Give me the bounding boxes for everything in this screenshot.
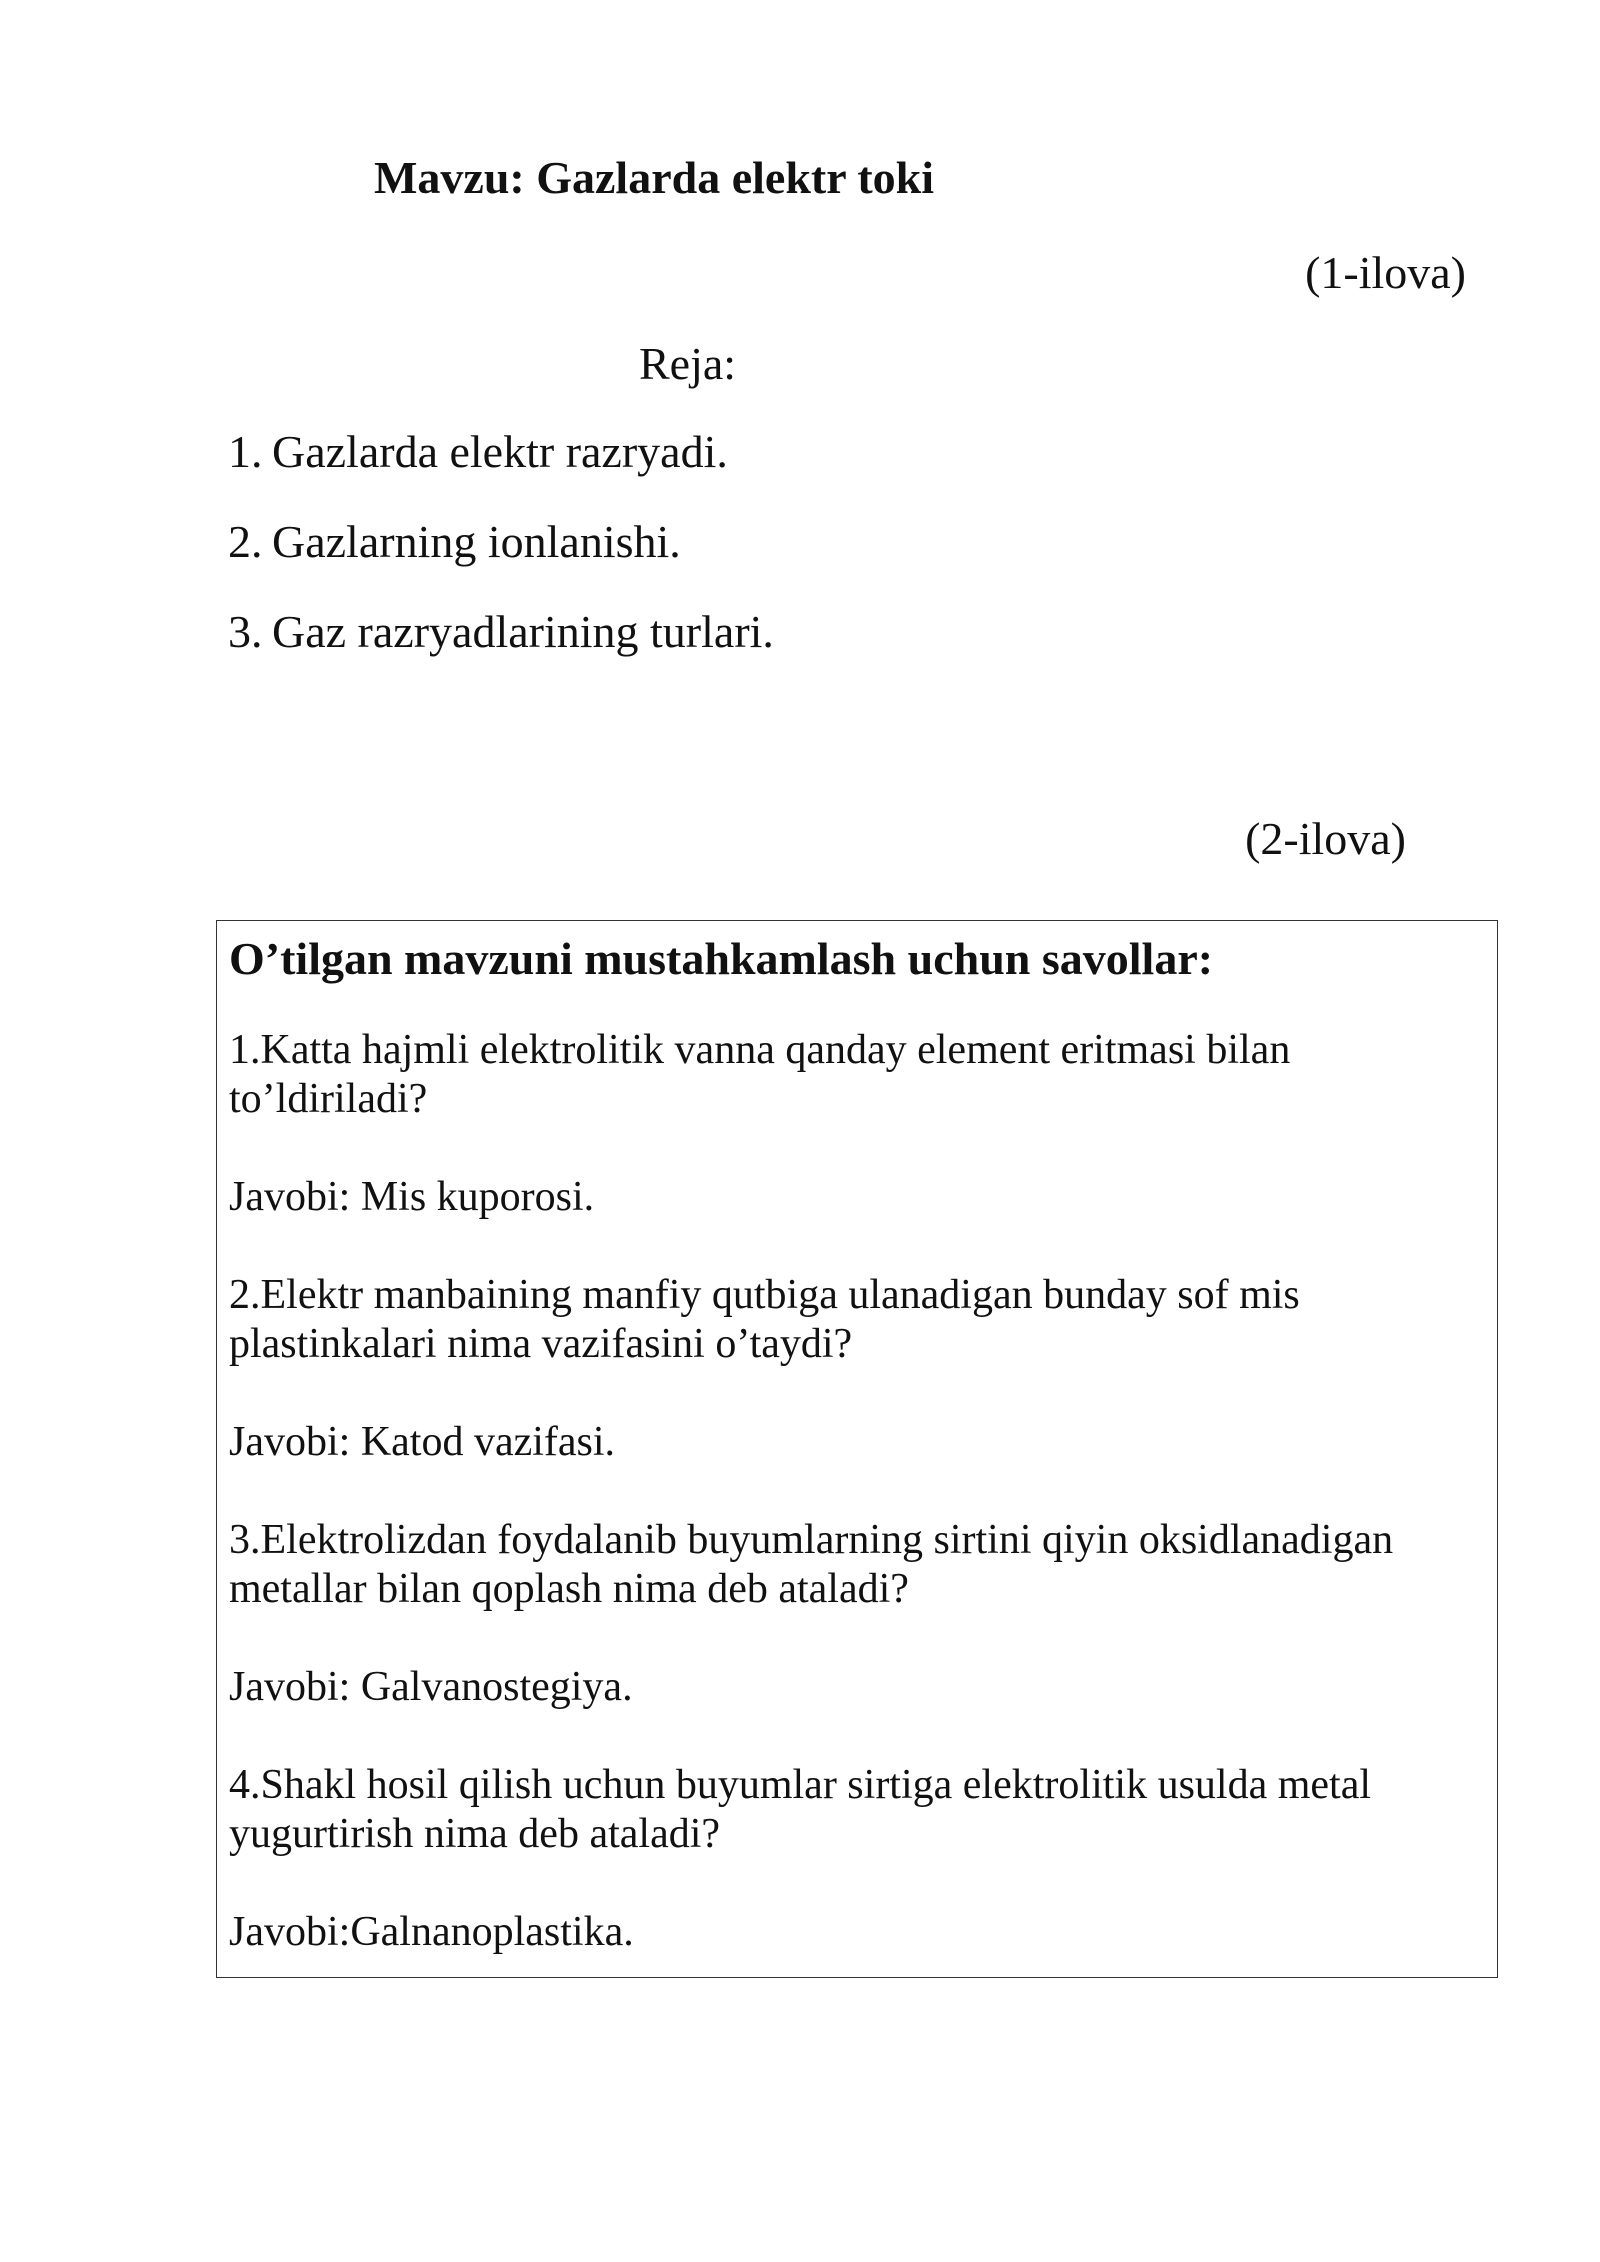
question-3: 3.Elektrolizdan foydalanib buyumlarning sirtini qiyin oksidlanadigan metallar bilan qoplash nima deb ataladi? [229, 1517, 1394, 1613]
plan-item [228, 424, 774, 514]
question-4: 4.Shakl hosil qilish uchun buyumlar sirtiga elektrolitik usulda metal yugurtirish nima deb ataladi? [229, 1762, 1372, 1858]
plan-heading: Reja: [639, 338, 737, 389]
plan-item-number: 3. [228, 606, 263, 657]
answer-1: Javobi: Mis kuporosi. [229, 1174, 595, 1221]
annex-2-label: (2-ilova) [1245, 813, 1406, 864]
answer-4: Javobi:Galnanoplastika. [229, 1909, 634, 1956]
answer-3: Javobi: Galvanostegiya. [229, 1664, 633, 1711]
plan-list [228, 424, 774, 694]
plan-item-text: Gaz razryadlarining turlari. [272, 606, 774, 657]
review-heading: O’tilgan mavzuni mustahkamlash uchun savollar: [229, 933, 1214, 984]
annex-1-label: (1-ilova) [1305, 247, 1466, 298]
question-1: 1.Katta hajmli elektrolitik vanna qanday element eritmasi bilan to’ldiriladi? [229, 1027, 1291, 1123]
question-2: 2.Elektr manbaining manfiy qutbiga ulanadigan bunday sof mis plastinkalari nima vazifasini o’taydi? [229, 1272, 1300, 1368]
answer-2: Javobi: Katod vazifasi. [229, 1419, 616, 1466]
plan-item-text: Gazlarning ionlanishi. [272, 516, 681, 567]
plan-item-text: Gazlarda elektr razryadi. [272, 426, 728, 477]
plan-item-number: 1. [228, 426, 263, 477]
plan-item [228, 604, 774, 694]
plan-item-number: 2. [228, 516, 263, 567]
plan-item [228, 514, 774, 604]
review-questions-box [216, 920, 1498, 1978]
document-title: Mavzu: Gazlarda elektr toki [374, 152, 934, 203]
